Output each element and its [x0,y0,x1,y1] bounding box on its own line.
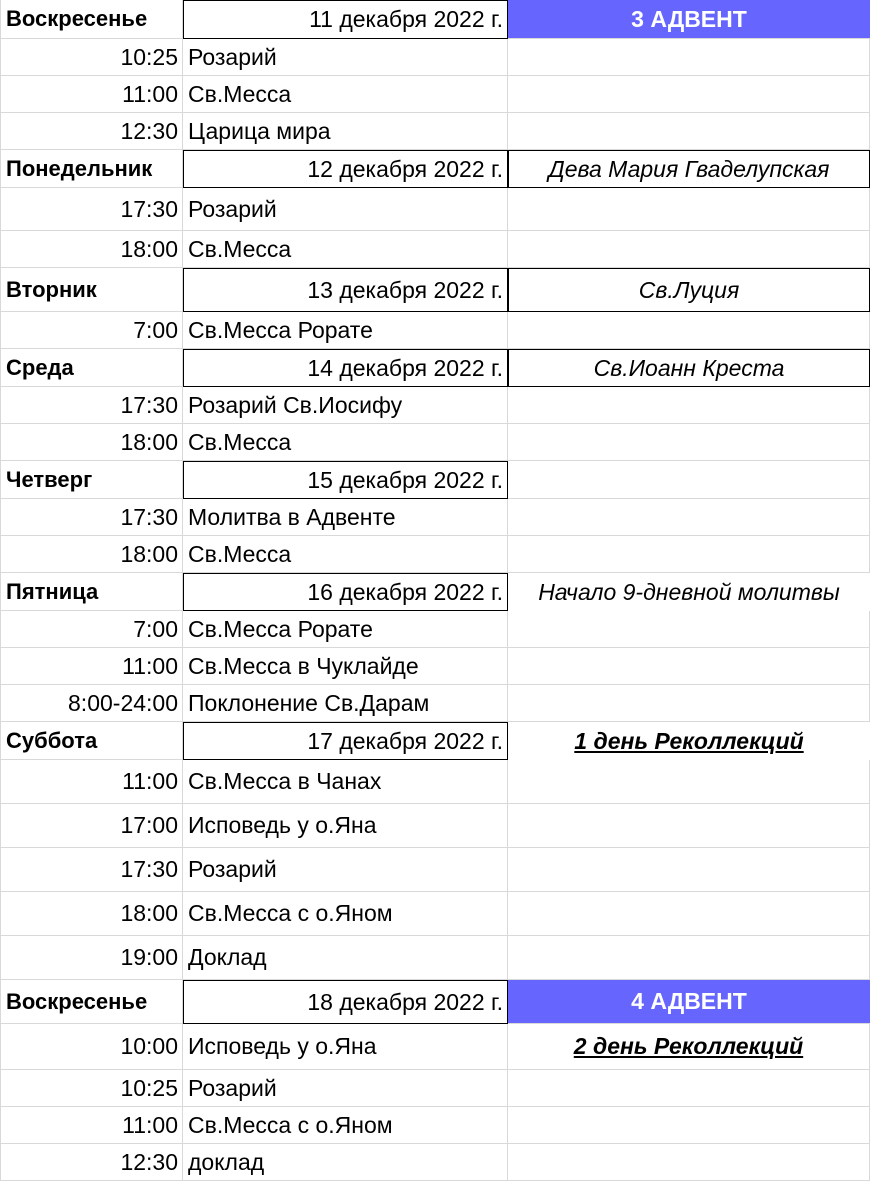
event-cell[interactable]: Розарий [183,1070,508,1107]
day-header-row [0,150,870,188]
time-cell[interactable]: 19:00 [0,936,183,980]
schedule-row [0,39,870,76]
day-header-row [0,461,870,499]
event-cell[interactable]: Св.Месса [183,424,508,461]
time-cell[interactable]: 10:00 [0,1024,183,1070]
event-cell[interactable]: Розарий [183,39,508,76]
day-name-cell[interactable]: Воскресенье [0,980,183,1024]
time-cell[interactable]: 17:30 [0,387,183,424]
schedule-row [0,760,870,804]
note-cell[interactable] [508,188,870,231]
date-cell[interactable]: 11 декабря 2022 г. [183,0,508,39]
note-cell[interactable] [508,1070,870,1107]
note-cell[interactable]: Св.Луция [508,268,870,312]
schedule-row [0,188,870,231]
event-cell[interactable]: Св.Месса с о.Яном [183,1107,508,1144]
event-cell[interactable]: Исповедь у о.Яна [183,804,508,848]
note-cell[interactable] [508,804,870,848]
event-cell[interactable]: Царица мира [183,113,508,150]
note-cell[interactable] [508,936,870,980]
day-name-cell[interactable]: Понедельник [0,150,183,188]
schedule-row [0,1107,870,1144]
time-cell[interactable]: 17:30 [0,499,183,536]
date-cell[interactable]: 17 декабря 2022 г. [183,722,508,760]
time-cell[interactable]: 18:00 [0,536,183,573]
time-cell[interactable]: 17:30 [0,848,183,892]
note-cell[interactable] [508,611,870,648]
event-cell[interactable]: Розарий [183,188,508,231]
day-header-row [0,722,870,760]
day-header-row [0,573,870,611]
note-cell[interactable] [508,312,870,349]
date-cell[interactable]: 13 декабря 2022 г. [183,268,508,312]
event-cell[interactable]: Св.Месса в Чуклайде [183,648,508,685]
time-cell[interactable]: 12:30 [0,1144,183,1181]
day-name-cell[interactable]: Вторник [0,268,183,312]
day-header-row [0,268,870,312]
event-cell[interactable]: Доклад [183,936,508,980]
time-cell[interactable]: 11:00 [0,648,183,685]
schedule-row [0,685,870,722]
schedule-row [0,76,870,113]
schedule-row [0,424,870,461]
time-cell[interactable]: 11:00 [0,76,183,113]
note-cell[interactable] [508,536,870,573]
advent-banner-cell[interactable]: 4 АДВЕНТ [508,980,870,1024]
time-cell[interactable]: 7:00 [0,312,183,349]
date-cell[interactable]: 18 декабря 2022 г. [183,980,508,1024]
note-cell[interactable] [508,461,870,499]
day-header-row [0,0,870,39]
event-cell[interactable]: Исповедь у о.Яна [183,1024,508,1070]
event-cell[interactable]: Св.Месса [183,231,508,268]
note-cell[interactable] [508,685,870,722]
note-cell[interactable] [508,499,870,536]
schedule-row [0,804,870,848]
schedule-row [0,1024,870,1070]
time-cell[interactable]: 18:00 [0,892,183,936]
schedule-row [0,499,870,536]
note-cell[interactable] [508,424,870,461]
note-cell[interactable] [508,648,870,685]
day-header-row [0,349,870,387]
day-name-cell[interactable]: Воскресенье [0,0,183,39]
time-cell[interactable]: 10:25 [0,1070,183,1107]
time-cell[interactable]: 17:00 [0,804,183,848]
date-cell[interactable]: 14 декабря 2022 г. [183,349,508,387]
time-cell[interactable]: 11:00 [0,1107,183,1144]
note-cell[interactable] [508,848,870,892]
event-cell[interactable]: Св.Месса с о.Яном [183,892,508,936]
event-cell[interactable]: Св.Месса [183,536,508,573]
schedule-row [0,113,870,150]
note-cell[interactable] [508,231,870,268]
schedule-row [0,1070,870,1107]
note-cell[interactable]: Св.Иоанн Креста [508,349,870,387]
note-cell[interactable] [508,1107,870,1144]
schedule-row [0,312,870,349]
event-cell[interactable]: Молитва в Адвенте [183,499,508,536]
schedule-row [0,848,870,892]
time-cell[interactable]: 11:00 [0,760,183,804]
schedule-row [0,231,870,268]
date-cell[interactable]: 15 декабря 2022 г. [183,461,508,499]
time-cell[interactable]: 18:00 [0,424,183,461]
schedule-row [0,936,870,980]
note-cell[interactable]: Начало 9-дневной молитвы [538,578,840,605]
note-cell[interactable] [508,113,870,150]
schedule-row [0,387,870,424]
schedule-row [0,1144,870,1181]
note-cell[interactable] [508,1144,870,1181]
schedule-row [0,648,870,685]
event-cell[interactable]: доклад [183,1144,508,1181]
schedule-row [0,536,870,573]
note-cell[interactable] [508,39,870,76]
note-cell[interactable] [508,387,870,424]
time-cell[interactable]: 12:30 [0,113,183,150]
note-cell[interactable] [508,892,870,936]
event-cell[interactable]: Розарий Св.Иосифу [183,387,508,424]
event-cell[interactable]: Св.Месса Рорате [183,312,508,349]
time-cell[interactable]: 18:00 [0,231,183,268]
day-name-cell[interactable]: Суббота [0,722,183,760]
schedule-row [0,892,870,936]
event-cell[interactable]: Св.Месса в Чанах [183,760,508,804]
time-cell[interactable]: 7:00 [0,611,183,648]
note-cell[interactable]: 1 день Реколлекций [574,727,804,754]
date-cell[interactable]: 12 декабря 2022 г. [183,150,508,188]
event-cell[interactable]: Св.Месса [183,76,508,113]
time-cell[interactable]: 8:00-24:00 [0,685,183,722]
note-cell[interactable]: 2 день Реколлекций [508,1024,870,1070]
day-name-cell[interactable]: Четверг [0,461,183,499]
day-name-cell[interactable]: Пятница [0,573,183,611]
day-name-cell[interactable]: Среда [0,349,183,387]
note-cell[interactable]: Дева Мария Гваделупская [508,150,870,188]
advent-banner-cell[interactable]: 3 АДВЕНТ [508,0,870,39]
date-cell[interactable]: 16 декабря 2022 г. [183,573,508,611]
note-cell[interactable] [508,76,870,113]
time-cell[interactable]: 10:25 [0,39,183,76]
time-cell[interactable]: 17:30 [0,188,183,231]
day-header-row [0,980,870,1024]
note-cell[interactable] [508,760,870,804]
event-cell[interactable]: Розарий [183,848,508,892]
event-cell[interactable]: Св.Месса Рорате [183,611,508,648]
schedule-row [0,611,870,648]
event-cell[interactable]: Поклонение Св.Дарам [183,685,508,722]
